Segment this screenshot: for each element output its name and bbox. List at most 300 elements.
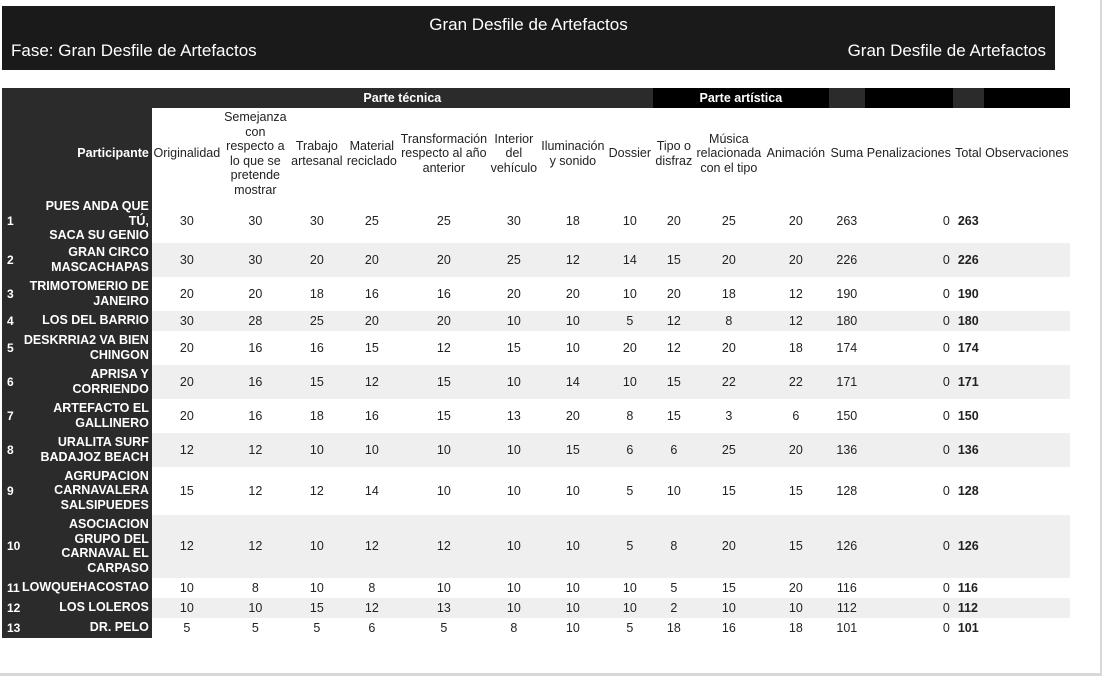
participant-name [22, 243, 152, 277]
score-cell: 8 [626, 408, 634, 423]
score-cell: 15 [436, 408, 451, 423]
column-header-row [2, 108, 1070, 199]
group-suma-cell [829, 88, 865, 108]
score-cell: 112 [829, 598, 865, 618]
score-cell: 20 [289, 243, 345, 277]
score-cell: 5 [440, 620, 448, 635]
participant-name-line: GRUPO DEL [74, 531, 149, 546]
score-cell: 25 [436, 213, 451, 228]
row-position: 2 [2, 243, 22, 277]
score-cell: 5 [313, 620, 321, 635]
score-cell: 16 [309, 340, 324, 355]
observations-cell [984, 365, 1070, 399]
header-line: respecto al año [401, 146, 487, 161]
score-cell: 171 [829, 365, 865, 399]
penalty-cell: 0 [865, 243, 953, 277]
score-cell: 10 [565, 620, 580, 635]
score-cell: 16 [364, 286, 379, 301]
table-row [2, 598, 1070, 618]
score-cell: 10 [763, 598, 829, 618]
total-cell: 128 [957, 483, 979, 498]
participant-name-line: MASCACHAPAS [51, 259, 149, 274]
score-cell: 20 [788, 213, 803, 228]
participant-name-line: URALITA SURF [57, 435, 149, 449]
table-row [2, 467, 1070, 515]
col-suma: Suma [829, 108, 865, 199]
participant-name-line: AGRUPACION [64, 468, 149, 483]
score-cell: 12 [399, 515, 489, 578]
header-line: disfraz [655, 153, 693, 168]
header-line: y sonido [549, 153, 597, 168]
total-cell: 150 [957, 408, 979, 423]
results-body [2, 199, 1070, 638]
observations-cell [984, 199, 1070, 243]
score-cell: 14 [539, 365, 607, 399]
participant-name-line: CARPASO [87, 560, 149, 575]
row-position: 13 [2, 618, 22, 638]
header-right-label: Gran Desfile de Artefactos [847, 41, 1046, 60]
col-penalizaciones: Penalizaciones [865, 108, 953, 199]
results-table [2, 88, 1070, 638]
score-cell: 30 [248, 213, 263, 228]
score-cell: 10 [152, 598, 222, 618]
col-trabajo-artesanal [289, 108, 345, 199]
participant-name-line: JANEIRO [93, 293, 149, 308]
score-cell: 20 [763, 243, 829, 277]
score-cell: 8 [368, 580, 376, 595]
observations-cell [984, 399, 1070, 433]
total-cell: 263 [957, 213, 979, 228]
score-cell: 20 [763, 433, 829, 467]
header-line: reciclado [346, 153, 397, 168]
score-cell: 12 [248, 483, 263, 498]
group-obs-cell [984, 88, 1070, 108]
score-cell: 15 [653, 243, 695, 277]
score-cell: 15 [721, 483, 736, 498]
score-cell: 12 [763, 311, 829, 331]
participant-name [22, 618, 152, 638]
header-line: Semejanza [224, 110, 287, 124]
score-cell: 6 [653, 433, 695, 467]
score-cell: 6 [792, 408, 800, 423]
col-interior-vehiculo [489, 108, 539, 199]
score-cell: 20 [622, 340, 637, 355]
row-position: 6 [2, 365, 22, 399]
score-cell: 20 [695, 243, 763, 277]
score-cell: 174 [836, 340, 858, 355]
score-cell: 15 [653, 365, 695, 399]
score-cell: 15 [289, 598, 345, 618]
score-cell: 10 [539, 598, 607, 618]
score-cell: 10 [222, 598, 289, 618]
score-cell: 12 [666, 340, 681, 355]
score-cell: 12 [788, 286, 803, 301]
col-participante: Participante [2, 108, 152, 199]
participant-name-line: LOS LOLEROS [59, 600, 149, 615]
group-parte-tecnica: Parte técnica [152, 88, 653, 108]
score-cell: 12 [653, 311, 695, 331]
score-cell: 30 [222, 243, 289, 277]
score-cell: 12 [345, 515, 399, 578]
observations-cell [984, 467, 1070, 515]
observations-cell [984, 618, 1070, 638]
participant-name-line: CORRIENDO [72, 381, 149, 396]
score-cell: 15 [179, 483, 194, 498]
score-cell: 8 [510, 620, 518, 635]
participant-name-line: PUES ANDA QUE TÚ, [45, 199, 149, 228]
total-cell: 180 [953, 311, 984, 331]
penalty-cell: 0 [865, 365, 953, 399]
score-cell: 20 [565, 286, 580, 301]
penalty-cell: 0 [865, 598, 953, 618]
table-row [2, 331, 1070, 365]
participant-name [22, 515, 152, 578]
score-cell: 150 [836, 408, 858, 423]
score-cell: 136 [829, 433, 865, 467]
score-cell: 16 [436, 286, 451, 301]
score-cell: 18 [565, 213, 580, 228]
observations-cell [984, 598, 1070, 618]
row-position: 11 [2, 578, 22, 598]
header-line: Música [709, 131, 749, 146]
table-row [2, 578, 1070, 598]
table-row [2, 243, 1070, 277]
row-position: 12 [2, 598, 22, 618]
score-cell: 20 [152, 365, 222, 399]
header-line: con el tipo [700, 160, 758, 175]
header-line: mostrar [234, 182, 277, 197]
score-cell: 18 [788, 340, 803, 355]
header-line: lo que se [229, 153, 281, 168]
score-cell: 10 [622, 286, 637, 301]
score-cell: 10 [289, 515, 345, 578]
penalty-cell: 0 [942, 580, 950, 595]
participant-name-line: DESKRRIA2 VA BIEN [23, 333, 149, 347]
score-cell: 16 [248, 340, 263, 355]
score-cell: 10 [489, 433, 539, 467]
score-cell: 15 [763, 515, 829, 578]
score-cell: 13 [399, 598, 489, 618]
score-cell: 226 [829, 243, 865, 277]
score-cell: 25 [364, 213, 379, 228]
score-cell: 180 [829, 311, 865, 331]
score-cell: 20 [179, 408, 194, 423]
participant-name-line: GALLINERO [75, 415, 149, 430]
score-cell: 128 [836, 483, 858, 498]
score-cell: 5 [626, 620, 634, 635]
table-row [2, 433, 1070, 467]
participant-name-line: APRISA Y [90, 367, 149, 381]
score-cell: 15 [788, 483, 803, 498]
row-position: 8 [2, 433, 22, 467]
header-line: relacionada [696, 146, 762, 161]
score-cell: 20 [788, 580, 803, 595]
participant-name-line: BADAJOZ BEACH [40, 449, 149, 464]
score-cell: 10 [436, 580, 451, 595]
col-observaciones: Observaciones [984, 108, 1070, 199]
score-cell: 8 [653, 515, 695, 578]
score-cell: 8 [251, 580, 259, 595]
score-cell: 15 [399, 365, 489, 399]
header-line: Transformación [400, 131, 488, 146]
score-cell: 10 [436, 483, 451, 498]
observations-cell [984, 277, 1070, 311]
participant-name-line: CHINGON [89, 347, 149, 362]
score-cell: 10 [309, 580, 324, 595]
score-cell: 10 [506, 483, 521, 498]
score-cell: 20 [695, 515, 763, 578]
score-cell: 101 [836, 620, 858, 635]
score-cell: 20 [345, 243, 399, 277]
total-cell: 174 [957, 340, 979, 355]
score-cell: 30 [152, 311, 222, 331]
score-cell: 12 [345, 598, 399, 618]
score-cell: 5 [607, 311, 653, 331]
score-cell: 25 [695, 433, 763, 467]
participant-name-line: DR. PELO [89, 620, 149, 635]
score-cell: 10 [565, 580, 580, 595]
participant-name [22, 467, 152, 515]
col-transformacion [399, 108, 489, 199]
score-cell: 25 [489, 243, 539, 277]
score-cell: 20 [666, 213, 681, 228]
score-cell: 20 [721, 340, 736, 355]
total-cell: 226 [953, 243, 984, 277]
participant-name [22, 578, 152, 598]
group-blank [2, 88, 152, 108]
header-line: Interior [494, 131, 534, 146]
table-row [2, 277, 1070, 311]
penalty-cell: 0 [865, 433, 953, 467]
penalty-cell: 0 [942, 286, 950, 301]
report-header [2, 6, 1055, 70]
score-cell: 15 [666, 408, 681, 423]
header-line: del [505, 146, 523, 161]
penalty-cell: 0 [942, 483, 950, 498]
score-cell: 10 [345, 433, 399, 467]
observations-cell [984, 515, 1070, 578]
score-cell: 5 [607, 515, 653, 578]
row-position: 3 [2, 277, 22, 311]
row-position: 5 [2, 331, 22, 365]
participant-name-line: CARNAVAL EL [61, 546, 149, 560]
score-cell: 22 [763, 365, 829, 399]
score-cell: 12 [539, 243, 607, 277]
header-line: anterior [422, 160, 466, 175]
participant-name-line: LOS DEL BARRIO [42, 313, 149, 328]
score-cell: 15 [364, 340, 379, 355]
score-cell: 6 [607, 433, 653, 467]
penalty-cell: 0 [865, 515, 953, 578]
score-cell: 15 [721, 580, 736, 595]
score-cell: 3 [725, 408, 733, 423]
total-cell: 101 [957, 620, 979, 635]
total-cell: 171 [953, 365, 984, 399]
score-cell: 12 [345, 365, 399, 399]
score-cell: 16 [721, 620, 736, 635]
score-cell: 20 [565, 408, 580, 423]
table-row [2, 618, 1070, 638]
score-cell: 126 [829, 515, 865, 578]
participant-name-line: CARNAVALERA [54, 483, 149, 498]
participant-name [22, 331, 152, 365]
score-cell: 13 [506, 408, 521, 423]
score-cell: 16 [248, 408, 263, 423]
score-cell: 10 [539, 515, 607, 578]
score-cell: 10 [565, 340, 580, 355]
group-parte-artistica: Parte artística [653, 88, 829, 108]
report-title: Gran Desfile de Artefactos [429, 15, 628, 34]
observations-cell [984, 243, 1070, 277]
score-cell: 10 [695, 598, 763, 618]
group-header-row [2, 88, 1070, 108]
score-cell: 10 [489, 515, 539, 578]
score-cell: 30 [179, 213, 194, 228]
score-cell: 25 [289, 311, 345, 331]
col-tipo-disfraz [653, 108, 695, 199]
score-cell: 12 [436, 340, 451, 355]
score-cell: 20 [399, 311, 489, 331]
score-cell: 12 [222, 433, 289, 467]
score-cell: 12 [152, 433, 222, 467]
total-cell: 190 [957, 286, 979, 301]
col-semejanza [222, 108, 289, 199]
score-cell: 15 [506, 340, 521, 355]
participant-name [22, 277, 152, 311]
col-iluminacion-sonido [539, 108, 607, 199]
score-cell: 14 [607, 243, 653, 277]
score-cell: 20 [179, 340, 194, 355]
score-cell: 12 [309, 483, 324, 498]
col-total: Total [953, 108, 984, 199]
score-cell: 20 [666, 286, 681, 301]
penalty-cell: 0 [942, 340, 950, 355]
total-cell: 112 [953, 598, 984, 618]
table-row [2, 199, 1070, 243]
penalty-cell: 0 [865, 311, 953, 331]
total-cell: 126 [953, 515, 984, 578]
score-cell: 20 [506, 286, 521, 301]
participant-name-line: LOWQUEHACOSTAO [22, 580, 149, 595]
score-cell: 10 [565, 483, 580, 498]
score-cell: 25 [721, 213, 736, 228]
row-position: 1 [2, 199, 22, 243]
score-cell: 10 [666, 483, 681, 498]
score-cell: 16 [364, 408, 379, 423]
observations-cell [984, 578, 1070, 598]
score-cell: 18 [309, 286, 324, 301]
score-cell: 30 [309, 213, 324, 228]
score-cell: 5 [670, 580, 678, 595]
total-cell: 116 [957, 580, 979, 595]
score-cell: 20 [179, 286, 194, 301]
score-cell: 116 [836, 580, 857, 595]
score-cell: 10 [622, 580, 637, 595]
col-material-reciclado [345, 108, 399, 199]
score-cell: 10 [506, 580, 521, 595]
observations-cell [984, 433, 1070, 467]
header-line: pretende [230, 168, 281, 182]
score-cell: 14 [364, 483, 379, 498]
row-position: 4 [2, 311, 22, 331]
observations-cell [984, 331, 1070, 365]
participant-name-line: GRAN CIRCO [68, 245, 149, 259]
score-cell: 10 [179, 580, 194, 595]
penalty-cell: 0 [942, 620, 950, 635]
penalty-cell: 0 [942, 408, 950, 423]
score-cell: 10 [539, 311, 607, 331]
header-line: Tipo o [656, 139, 691, 153]
total-cell: 136 [953, 433, 984, 467]
score-cell: 10 [399, 433, 489, 467]
participant-name-line: ASOCIACION [68, 517, 149, 531]
score-cell: 12 [152, 515, 222, 578]
score-cell: 2 [653, 598, 695, 618]
score-cell: 5 [251, 620, 259, 635]
group-total-cell [953, 88, 984, 108]
score-cell: 18 [309, 408, 324, 423]
score-cell: 10 [489, 365, 539, 399]
score-cell: 20 [399, 243, 489, 277]
header-line: vehículo [490, 160, 538, 175]
score-cell: 15 [539, 433, 607, 467]
score-cell: 5 [626, 483, 634, 498]
table-row [2, 311, 1070, 331]
score-cell: 20 [345, 311, 399, 331]
participant-name [22, 399, 152, 433]
row-position: 9 [2, 467, 22, 515]
table-row [2, 399, 1070, 433]
row-position: 10 [2, 515, 22, 578]
score-cell: 6 [368, 620, 376, 635]
score-cell: 18 [788, 620, 803, 635]
table-row [2, 365, 1070, 399]
phase-label: Fase: Gran Desfile de Artefactos [11, 41, 257, 60]
participant-name [22, 311, 152, 331]
participant-name [22, 598, 152, 618]
score-cell: 18 [666, 620, 681, 635]
score-cell: 18 [721, 286, 736, 301]
participant-name [22, 365, 152, 399]
score-cell: 28 [222, 311, 289, 331]
participant-name-line: SACA SU GENIO [49, 228, 149, 242]
row-position: 7 [2, 399, 22, 433]
participant-name-line: SALSIPUEDES [60, 497, 149, 512]
score-cell: 16 [222, 365, 289, 399]
participant-name [22, 199, 152, 243]
observations-cell [984, 311, 1070, 331]
score-cell: 190 [836, 286, 858, 301]
header-line: Iluminación [541, 139, 605, 153]
participant-name-line: ARTEFACTO EL [53, 401, 149, 415]
participant-name [22, 433, 152, 467]
col-animacion: Animación [763, 108, 829, 199]
score-cell: 30 [506, 213, 521, 228]
penalty-cell: 0 [942, 213, 950, 228]
header-line: Trabajo [295, 139, 338, 153]
score-cell: 10 [607, 365, 653, 399]
header-line: respecto a [226, 139, 285, 153]
col-originalidad: Originalidad [152, 108, 222, 199]
header-line: con [245, 124, 266, 139]
score-cell: 10 [607, 598, 653, 618]
score-cell: 10 [489, 598, 539, 618]
col-dossier: Dossier [607, 108, 653, 199]
group-pen-cell [865, 88, 953, 108]
header-line: artesanal [291, 153, 343, 168]
participant-name-line: TRIMOTOMERIO DE [29, 279, 149, 293]
score-cell: 12 [222, 515, 289, 578]
